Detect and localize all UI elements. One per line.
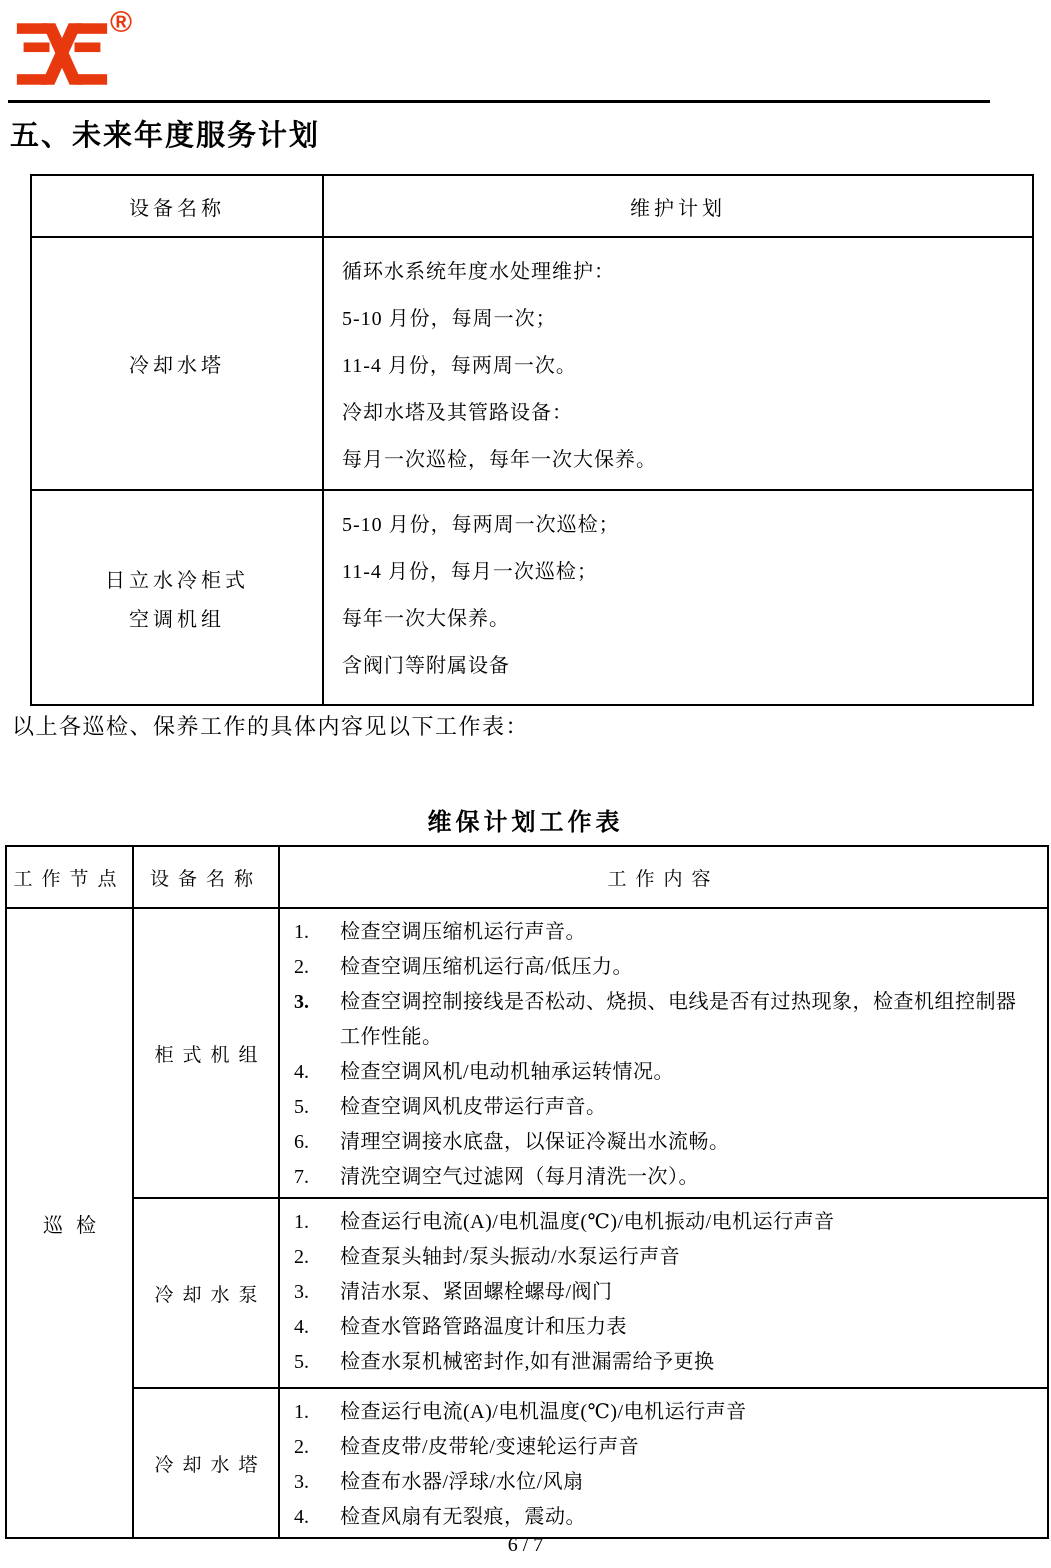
table-row <box>31 490 1033 705</box>
equipment-name-cell: 冷却水塔 <box>133 1388 279 1538</box>
col-header-work-node: 工作节点 <box>6 846 133 908</box>
item-number: 1. <box>294 921 309 943</box>
work-item <box>290 1310 1033 1345</box>
item-text: 检查空调风机皮带运行声音。 <box>340 1096 607 1118</box>
item-number: 3. <box>294 991 309 1013</box>
intro-paragraph: 以上各巡检、保养工作的具体内容见以下工作表： <box>12 714 530 739</box>
work-item <box>290 1395 1033 1430</box>
equipment-name-line: 日立水冷柜式 <box>105 569 249 592</box>
company-logo <box>14 6 144 98</box>
section-title: 五、未来年度服务计划 <box>10 120 321 152</box>
item-number: 3. <box>294 1281 309 1303</box>
work-node-cell: 巡检 <box>6 908 133 1538</box>
plan-line: 每月一次巡检，每年一次大保养。 <box>342 449 657 471</box>
work-item <box>290 1055 1033 1090</box>
plan-line: 含阀门等附属设备 <box>342 655 510 677</box>
plan-line: 11-4 月份，每月一次巡检； <box>342 561 598 583</box>
item-number: 7. <box>294 1166 309 1188</box>
plan-line: 5-10 月份，每两周一次巡检； <box>342 514 620 536</box>
item-number: 4. <box>294 1506 309 1528</box>
item-number: 4. <box>294 1316 309 1338</box>
work-item <box>290 1160 1033 1195</box>
item-text: 检查布水器/浮球/水位/风扇 <box>340 1471 584 1493</box>
equipment-name-cell: 柜式机组 <box>133 908 279 1198</box>
item-number: 2. <box>294 956 309 978</box>
work-table-title: 维保计划工作表 <box>427 810 624 836</box>
plan-line: 每年一次大保养。 <box>342 608 510 630</box>
header-divider <box>8 100 990 103</box>
work-content-cell <box>279 908 1048 1198</box>
col-header-work-content: 工作内容 <box>279 846 1048 908</box>
work-item <box>290 1465 1033 1500</box>
table-row <box>6 908 1048 1198</box>
item-number: 3. <box>294 1471 309 1493</box>
work-item <box>290 1090 1033 1125</box>
item-number: 4. <box>294 1061 309 1083</box>
equipment-name-line: 空调机组 <box>129 608 225 631</box>
work-item <box>290 1430 1033 1465</box>
item-text: 检查空调控制接线是否松动、烧损、电线是否有过热现象，检查机组控制器工作性能。 <box>340 991 1017 1048</box>
work-item <box>290 1275 1033 1310</box>
work-table <box>5 845 1049 1539</box>
service-plan-table <box>30 174 1034 706</box>
work-content-cell <box>279 1388 1048 1538</box>
service-plan-header-row <box>31 175 1033 237</box>
item-text: 检查风扇有无裂痕，震动。 <box>340 1506 586 1528</box>
item-number: 6. <box>294 1131 309 1153</box>
plan-line: 循环水系统年度水处理维护： <box>342 261 615 283</box>
work-item <box>290 985 1033 1055</box>
plan-line: 11-4 月份，每两周一次。 <box>342 355 577 377</box>
company-logo-icon <box>14 10 110 98</box>
table-row <box>31 237 1033 490</box>
work-item <box>290 1345 1033 1380</box>
equipment-name-cell <box>31 490 323 705</box>
item-number: 2. <box>294 1246 309 1268</box>
work-item <box>290 1240 1033 1275</box>
table-row <box>6 1198 1048 1388</box>
plan-line: 冷却水塔及其管路设备： <box>342 402 573 424</box>
equipment-name-cell: 冷却水泵 <box>133 1198 279 1388</box>
item-text: 清洗空调空气过滤网（每月清洗一次）。 <box>340 1166 699 1188</box>
equipment-name: 冷却水塔 <box>129 355 225 377</box>
item-text: 检查运行电流(A)/电机温度(℃)/电机运行声音 <box>340 1401 747 1423</box>
item-text: 检查空调风机/电动机轴承运转情况。 <box>340 1061 675 1083</box>
work-content-cell <box>279 1198 1048 1388</box>
work-item <box>290 1205 1033 1240</box>
page-number: 6 / 7 <box>507 1534 544 1556</box>
col-header-equipment-name: 设备名称 <box>31 175 323 237</box>
item-text: 检查水管路管路温度计和压力表 <box>340 1316 627 1338</box>
registered-trademark-icon: ® <box>110 6 133 39</box>
maintenance-plan-cell <box>323 490 1033 705</box>
plan-line: 5-10 月份，每周一次； <box>342 308 557 330</box>
item-text: 检查水泵机械密封作,如有泄漏需给予更换 <box>340 1351 715 1373</box>
work-item <box>290 1125 1033 1160</box>
table-row <box>6 1388 1048 1538</box>
equipment-name-cell <box>31 237 323 490</box>
item-text: 检查运行电流(A)/电机温度(℃)/电机振动/电机运行声音 <box>340 1211 835 1233</box>
item-number: 1. <box>294 1211 309 1233</box>
item-text: 检查泵头轴封/泵头振动/水泵运行声音 <box>340 1246 681 1268</box>
item-number: 5. <box>294 1351 309 1373</box>
item-text: 检查空调压缩机运行声音。 <box>340 921 586 943</box>
work-item <box>290 915 1033 950</box>
item-number: 1. <box>294 1401 309 1423</box>
item-text: 检查皮带/皮带轮/变速轮运行声音 <box>340 1436 640 1458</box>
col-header-equipment-name: 设备名称 <box>133 846 279 908</box>
item-text: 清理空调接水底盘，以保证冷凝出水流畅。 <box>340 1131 730 1153</box>
work-item <box>290 950 1033 985</box>
item-text: 检查空调压缩机运行高/低压力。 <box>340 956 634 978</box>
work-item <box>290 1500 1033 1535</box>
item-number: 5. <box>294 1096 309 1118</box>
item-text: 清洁水泵、紧固螺栓螺母/阀门 <box>340 1281 613 1303</box>
maintenance-plan-cell <box>323 237 1033 490</box>
item-number: 2. <box>294 1436 309 1458</box>
work-table-header-row <box>6 846 1048 908</box>
col-header-maintenance-plan: 维护计划 <box>323 175 1033 237</box>
